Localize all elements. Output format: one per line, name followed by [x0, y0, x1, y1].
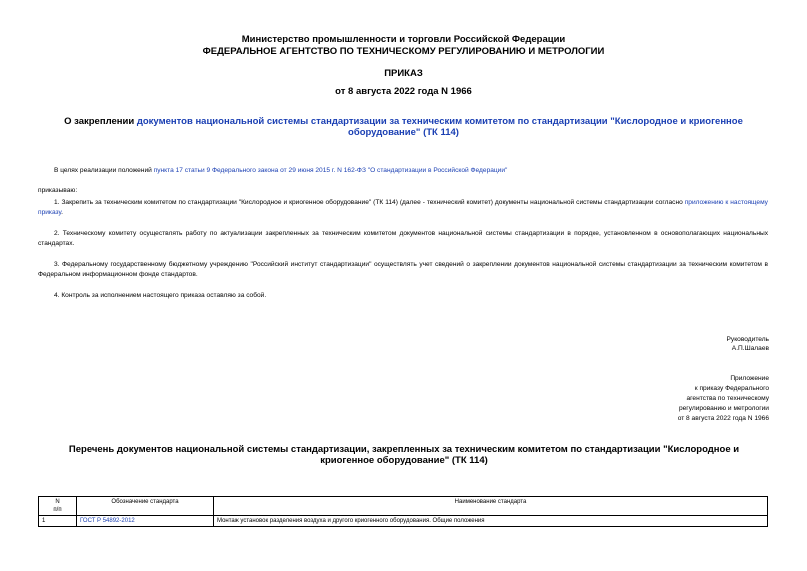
table-row: [39, 516, 768, 527]
order-item-2: 2. Техническому комитету осуществлять работу по актуализации закрепленных за техническим комитетом документов национальной системы стандартизации в порядке, установленном в основополагающих национальных стандартах.: [38, 230, 768, 247]
order-item-4: 4. Контроль за исполнением настоящего приказа оставляю за собой.: [54, 292, 267, 299]
column-header-number-line-2: п/п: [53, 507, 62, 513]
ministry-name: Министерство промышленности и торговли Российской Федерации: [241, 34, 566, 45]
standards-table: [38, 496, 768, 527]
order-item-1-end: .: [61, 208, 63, 216]
appendix-line-5: от 8 августа 2022 года N 1966: [677, 415, 769, 422]
document-type: ПРИКАЗ: [384, 68, 423, 79]
standard-name: Монтаж установок разделения воздуха и другого криогенного оборудования. Общие положения: [214, 516, 768, 527]
column-header-name: Наименование стандарта: [214, 497, 768, 516]
order-item-3: 3. Федеральному государственному бюджетному учреждению "Российский институт стандартизации" осуществлять учет сведений о закреплении документов национальной системы стандартизации за техническим комитетом в Федеральном информационном фонде стандартов.: [38, 261, 768, 278]
order-item-1-text: 1. Закрепить за техническим комитетом по стандартизации "Кислородное и криогенное оборудование" (ТК 114) (далее - технический комитет) документы национальной системы стандартизации согласно: [54, 199, 685, 206]
appendix-link[interactable]: приложению к настоящему приказу: [38, 199, 768, 216]
appendix-line-4: регулированию и метрологии: [678, 405, 769, 412]
law-link[interactable]: пункта 17 статьи 9 Федерального закона от 29 июня 2015 г. N 162-ФЗ "О стандартизации в Российской Федерации": [153, 167, 508, 174]
row-number: 1: [39, 516, 77, 527]
standard-code-link[interactable]: ГОСТ Р 54892-2012: [77, 516, 214, 527]
order-subject-prefix: О закреплении: [64, 116, 137, 127]
signature-title: Руководитель: [726, 336, 769, 343]
intro-paragraph: [54, 166, 774, 176]
order-item-1: [38, 198, 768, 217]
signature-name: А.П.Шалаев: [731, 345, 769, 352]
table-header-row: [39, 497, 768, 516]
order-subject-link[interactable]: документов национальной системы стандартизации за техническим комитетом по стандартизации "Кислородное и криогенное оборудование" (ТК 114): [136, 116, 743, 138]
intro-prefix: В целях реализации положений: [54, 167, 154, 174]
column-header-number: [39, 497, 77, 516]
list-title: Перечень документов национальной системы стандартизации, закрепленных за техническим комитетом по стандартизации "Кислородное и криогенное оборудование" (ТК 114): [68, 444, 740, 466]
order-word: приказываю:: [38, 187, 78, 194]
agency-name: ФЕДЕРАЛЬНОЕ АГЕНТСТВО ПО ТЕХНИЧЕСКОМУ РЕГУЛИРОВАНИЮ И МЕТРОЛОГИИ: [202, 46, 605, 57]
column-header-number-line-1: N: [55, 499, 60, 505]
appendix-line-2: к приказу Федерального: [694, 385, 769, 392]
column-header-code: Обозначение стандарта: [77, 497, 214, 516]
document-date-number: от 8 августа 2022 года N 1966: [335, 86, 472, 97]
appendix-line-1: Приложение: [730, 375, 769, 382]
appendix-line-3: агентства по техническому: [686, 395, 769, 402]
order-subject: [38, 116, 769, 138]
